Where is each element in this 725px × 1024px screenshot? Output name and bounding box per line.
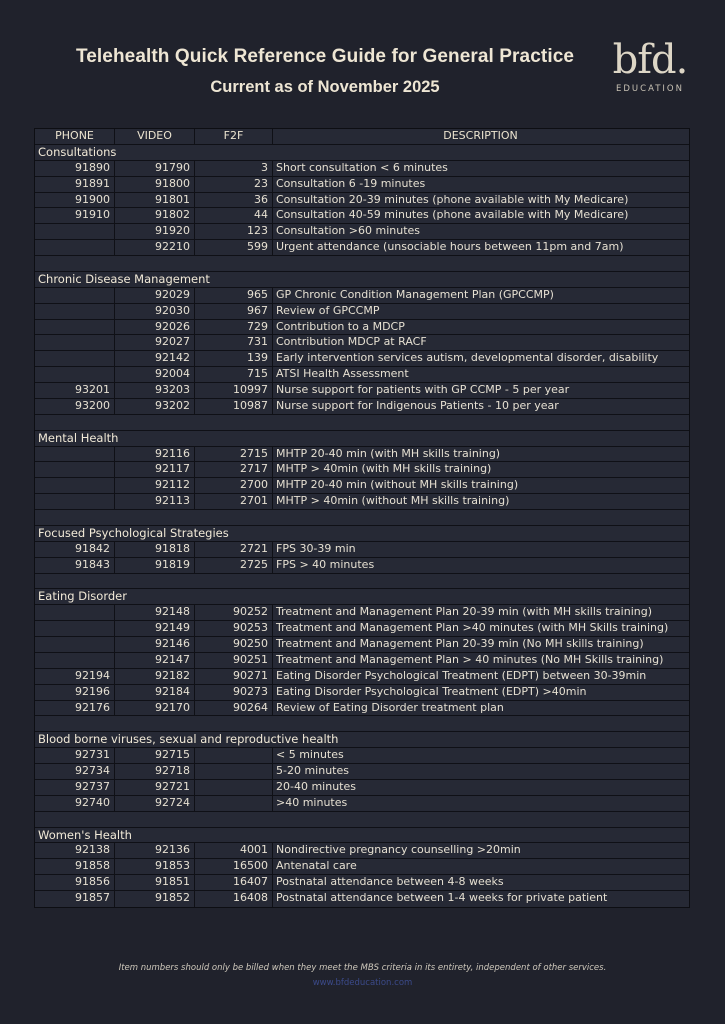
section-title: Women's Health xyxy=(38,827,132,842)
table-row xyxy=(35,780,689,796)
video-item-number: 92116 xyxy=(115,447,195,462)
section-header-row xyxy=(35,526,689,542)
f2f-item-number: 123 xyxy=(195,224,273,239)
section-header-row xyxy=(35,431,689,447)
video-item-number: 92724 xyxy=(115,796,195,811)
table-row xyxy=(35,462,689,478)
table-row xyxy=(35,193,689,209)
phone-item-number: 91891 xyxy=(35,177,115,192)
video-item-number: 92184 xyxy=(115,685,195,700)
phone-item-number: 92196 xyxy=(35,685,115,700)
table-row xyxy=(35,669,689,685)
section-header-row xyxy=(35,145,689,161)
phone-item-number xyxy=(35,494,115,509)
f2f-item-number: 4001 xyxy=(195,843,273,858)
section-title: Blood borne viruses, sexual and reproductive health xyxy=(38,732,339,747)
billing-disclaimer: Item numbers should only be billed when they meet the MBS criteria in its entirety, independent of other services. xyxy=(118,963,607,973)
spacer-row xyxy=(35,716,689,732)
item-description: Contribution MDCP at RACF xyxy=(276,335,427,349)
phone-item-number: 91842 xyxy=(35,542,115,557)
phone-item-number: 93200 xyxy=(35,399,115,414)
table-row xyxy=(35,224,689,240)
f2f-item-number: 965 xyxy=(195,288,273,303)
table-row xyxy=(35,288,689,304)
item-description: Urgent attendance (unsociable hours between 11pm and 7am) xyxy=(276,240,624,254)
phone-item-number xyxy=(35,240,115,255)
table-row xyxy=(35,399,689,415)
section-title: Consultations xyxy=(38,144,117,159)
table-row xyxy=(35,447,689,463)
item-description: Short consultation < 6 minutes xyxy=(276,160,448,174)
phone-item-number xyxy=(35,367,115,382)
phone-item-number xyxy=(35,653,115,668)
logo-mark: bfd. xyxy=(612,37,688,83)
section-title: Chronic Disease Management xyxy=(38,271,210,286)
phone-item-number: 91900 xyxy=(35,193,115,208)
f2f-item-number: 139 xyxy=(195,351,273,366)
phone-item-number xyxy=(35,621,115,636)
phone-item-number: 91843 xyxy=(35,558,115,573)
f2f-item-number xyxy=(195,796,273,811)
phone-item-number: 91910 xyxy=(35,208,115,223)
table-row xyxy=(35,701,689,717)
item-description: MHTP 20-40 min (with MH skills training) xyxy=(276,446,501,460)
f2f-item-number: 2715 xyxy=(195,447,273,462)
phone-item-number: 92194 xyxy=(35,669,115,684)
phone-item-number xyxy=(35,304,115,319)
f2f-item-number xyxy=(195,780,273,795)
section-header-row xyxy=(35,272,689,288)
video-item-number: 92147 xyxy=(115,653,195,668)
phone-item-number: 92734 xyxy=(35,764,115,779)
f2f-item-number xyxy=(195,764,273,779)
video-item-number: 92004 xyxy=(115,367,195,382)
video-item-number: 92146 xyxy=(115,637,195,652)
page-title: Telehealth Quick Reference Guide for General Practice xyxy=(75,46,575,67)
f2f-item-number: 44 xyxy=(195,208,273,223)
table-row xyxy=(35,637,689,653)
f2f-item-number: 2700 xyxy=(195,478,273,493)
video-item-number: 93203 xyxy=(115,383,195,398)
page-subtitle: Current as of November 2025 xyxy=(210,78,440,96)
column-header-description: DESCRIPTION xyxy=(443,129,518,142)
video-item-number: 92026 xyxy=(115,320,195,335)
item-description: >40 minutes xyxy=(276,795,348,809)
video-item-number: 91852 xyxy=(115,891,195,907)
table-row xyxy=(35,351,689,367)
f2f-item-number: 90252 xyxy=(195,605,273,620)
table-row xyxy=(35,161,689,177)
phone-item-number xyxy=(35,335,115,350)
f2f-item-number: 16500 xyxy=(195,859,273,874)
item-description: Nurse support for patients with GP CCMP - 5 per year xyxy=(276,383,570,396)
video-item-number: 91853 xyxy=(115,859,195,874)
phone-item-number xyxy=(35,478,115,493)
item-description: Treatment and Management Plan 20-39 min (No MH skills training) xyxy=(276,637,644,650)
phone-item-number xyxy=(35,320,115,335)
phone-item-number xyxy=(35,462,115,477)
f2f-item-number: 90250 xyxy=(195,637,273,652)
item-description: GP Chronic Condition Management Plan (GPCCMP) xyxy=(276,287,554,301)
section-title: Mental Health xyxy=(38,430,119,445)
item-description: Consultation 20-39 minutes (phone available with My Medicare) xyxy=(276,192,629,206)
item-description: Early intervention services autism, developmental disorder, disability xyxy=(276,351,659,365)
f2f-item-number: 90253 xyxy=(195,621,273,636)
video-item-number: 92117 xyxy=(115,462,195,477)
table-row xyxy=(35,383,689,399)
table-row xyxy=(35,605,689,621)
item-description: FPS > 40 minutes xyxy=(276,557,375,571)
column-header-phone: PHONE xyxy=(35,129,115,144)
phone-item-number: 92740 xyxy=(35,796,115,811)
table-row xyxy=(35,796,689,812)
table-row xyxy=(35,240,689,256)
spacer-row xyxy=(35,574,689,590)
item-description: Postnatal attendance between 1-4 weeks for private patient xyxy=(276,891,608,904)
item-description: < 5 minutes xyxy=(276,748,344,762)
f2f-item-number: 90251 xyxy=(195,653,273,668)
spacer-row xyxy=(35,256,689,272)
video-item-number: 92030 xyxy=(115,304,195,319)
f2f-item-number: 729 xyxy=(195,320,273,335)
item-description: MHTP > 40min (without MH skills training) xyxy=(276,494,510,508)
f2f-item-number: 10987 xyxy=(195,399,273,414)
item-description: Treatment and Management Plan > 40 minutes (No MH Skills training) xyxy=(276,652,664,666)
section-title: Focused Psychological Strategies xyxy=(38,525,229,540)
bfd-education-logo xyxy=(608,38,692,94)
f2f-item-number: 599 xyxy=(195,240,273,255)
f2f-item-number: 90264 xyxy=(195,701,273,716)
f2f-item-number: 23 xyxy=(195,177,273,192)
phone-item-number xyxy=(35,605,115,620)
table-row xyxy=(35,208,689,224)
f2f-item-number: 2717 xyxy=(195,462,273,477)
phone-item-number: 92138 xyxy=(35,843,115,858)
item-description: Treatment and Management Plan >40 minutes (with MH Skills training) xyxy=(276,621,669,635)
f2f-item-number: 16407 xyxy=(195,875,273,890)
item-description: 20-40 minutes xyxy=(276,779,356,793)
item-description: MHTP > 40min (with MH skills training) xyxy=(276,462,492,476)
phone-item-number: 92731 xyxy=(35,748,115,763)
phone-item-number: 92737 xyxy=(35,780,115,795)
video-item-number: 91790 xyxy=(115,161,195,176)
spacer-row xyxy=(35,812,689,828)
phone-item-number: 92176 xyxy=(35,701,115,716)
table-row xyxy=(35,320,689,336)
video-item-number: 92112 xyxy=(115,478,195,493)
table-row xyxy=(35,685,689,701)
video-item-number: 92113 xyxy=(115,494,195,509)
video-item-number: 92027 xyxy=(115,335,195,350)
table-row xyxy=(35,843,689,859)
item-description: Consultation 40-59 minutes (phone available with My Medicare) xyxy=(276,208,629,222)
f2f-item-number: 967 xyxy=(195,304,273,319)
phone-item-number xyxy=(35,224,115,239)
website-link[interactable]: www.bfdeducation.com xyxy=(312,978,413,988)
phone-item-number xyxy=(35,447,115,462)
video-item-number: 91800 xyxy=(115,177,195,192)
f2f-item-number xyxy=(195,748,273,763)
section-header-row xyxy=(35,732,689,748)
f2f-item-number: 90271 xyxy=(195,669,273,684)
table-row xyxy=(35,859,689,875)
video-item-number: 92142 xyxy=(115,351,195,366)
phone-item-number xyxy=(35,351,115,366)
item-description: Consultation >60 minutes xyxy=(276,224,420,238)
table-row xyxy=(35,335,689,351)
item-number-table xyxy=(34,128,690,908)
item-description: FPS 30-39 min xyxy=(276,541,356,555)
item-description: Review of GPCCMP xyxy=(276,303,380,317)
item-description: Treatment and Management Plan 20-39 min (with MH skills training) xyxy=(276,605,653,619)
phone-item-number: 91857 xyxy=(35,891,115,907)
column-header-video: VIDEO xyxy=(115,129,195,144)
table-row xyxy=(35,558,689,574)
video-item-number: 92170 xyxy=(115,701,195,716)
spacer-row xyxy=(35,510,689,526)
table-row xyxy=(35,542,689,558)
video-item-number: 91851 xyxy=(115,875,195,890)
table-header-row xyxy=(35,129,689,145)
video-item-number: 92715 xyxy=(115,748,195,763)
section-header-row xyxy=(35,828,689,844)
item-description: Antenatal care xyxy=(276,859,357,873)
spacer-row xyxy=(35,415,689,431)
f2f-item-number: 715 xyxy=(195,367,273,382)
table-row xyxy=(35,494,689,510)
phone-item-number xyxy=(35,637,115,652)
video-item-number: 91802 xyxy=(115,208,195,223)
item-description: MHTP 20-40 min (without MH skills training) xyxy=(276,478,519,492)
table-row xyxy=(35,478,689,494)
item-description: ATSI Health Assessment xyxy=(276,367,409,381)
video-item-number: 91819 xyxy=(115,558,195,573)
f2f-item-number: 2725 xyxy=(195,558,273,573)
phone-item-number: 91858 xyxy=(35,859,115,874)
table-row xyxy=(35,875,689,891)
item-description: Consultation 6 -19 minutes xyxy=(276,176,426,190)
video-item-number: 91920 xyxy=(115,224,195,239)
video-item-number: 92029 xyxy=(115,288,195,303)
phone-item-number: 93201 xyxy=(35,383,115,398)
section-title: Eating Disorder xyxy=(38,589,127,604)
f2f-item-number: 2701 xyxy=(195,494,273,509)
table-row xyxy=(35,891,689,907)
item-description: Eating Disorder Psychological Treatment (EDPT) >40min xyxy=(276,684,587,698)
item-description: Nurse support for Indigenous Patients - 10 per year xyxy=(276,398,559,412)
item-description: Contribution to a MDCP xyxy=(276,319,405,333)
video-item-number: 92718 xyxy=(115,764,195,779)
item-description: Review of Eating Disorder treatment plan xyxy=(276,700,504,714)
f2f-item-number: 2721 xyxy=(195,542,273,557)
f2f-item-number: 731 xyxy=(195,335,273,350)
video-item-number: 91818 xyxy=(115,542,195,557)
table-row xyxy=(35,653,689,669)
video-item-number: 92721 xyxy=(115,780,195,795)
item-description: 5-20 minutes xyxy=(276,764,349,777)
table-row xyxy=(35,764,689,780)
f2f-item-number: 90273 xyxy=(195,685,273,700)
section-header-row xyxy=(35,589,689,605)
phone-item-number xyxy=(35,288,115,303)
phone-item-number: 91890 xyxy=(35,161,115,176)
f2f-item-number: 36 xyxy=(195,193,273,208)
item-description: Eating Disorder Psychological Treatment (EDPT) between 30-39min xyxy=(276,668,647,682)
video-item-number: 92136 xyxy=(115,843,195,858)
f2f-item-number: 16408 xyxy=(195,891,273,907)
table-row xyxy=(35,367,689,383)
table-row xyxy=(35,177,689,193)
video-item-number: 92148 xyxy=(115,605,195,620)
f2f-item-number: 3 xyxy=(195,161,273,176)
item-description: Postnatal attendance between 4-8 weeks xyxy=(276,875,504,889)
table-row xyxy=(35,304,689,320)
video-item-number: 92210 xyxy=(115,240,195,255)
video-item-number: 92149 xyxy=(115,621,195,636)
logo-subtext: EDUCATION xyxy=(616,84,684,94)
table-row xyxy=(35,621,689,637)
phone-item-number: 91856 xyxy=(35,875,115,890)
column-header-f2f: F2F xyxy=(195,129,273,144)
item-description: Nondirective pregnancy counselling >20min xyxy=(276,843,521,857)
video-item-number: 93202 xyxy=(115,399,195,414)
f2f-item-number: 10997 xyxy=(195,383,273,398)
video-item-number: 91801 xyxy=(115,193,195,208)
video-item-number: 92182 xyxy=(115,669,195,684)
table-row xyxy=(35,748,689,764)
